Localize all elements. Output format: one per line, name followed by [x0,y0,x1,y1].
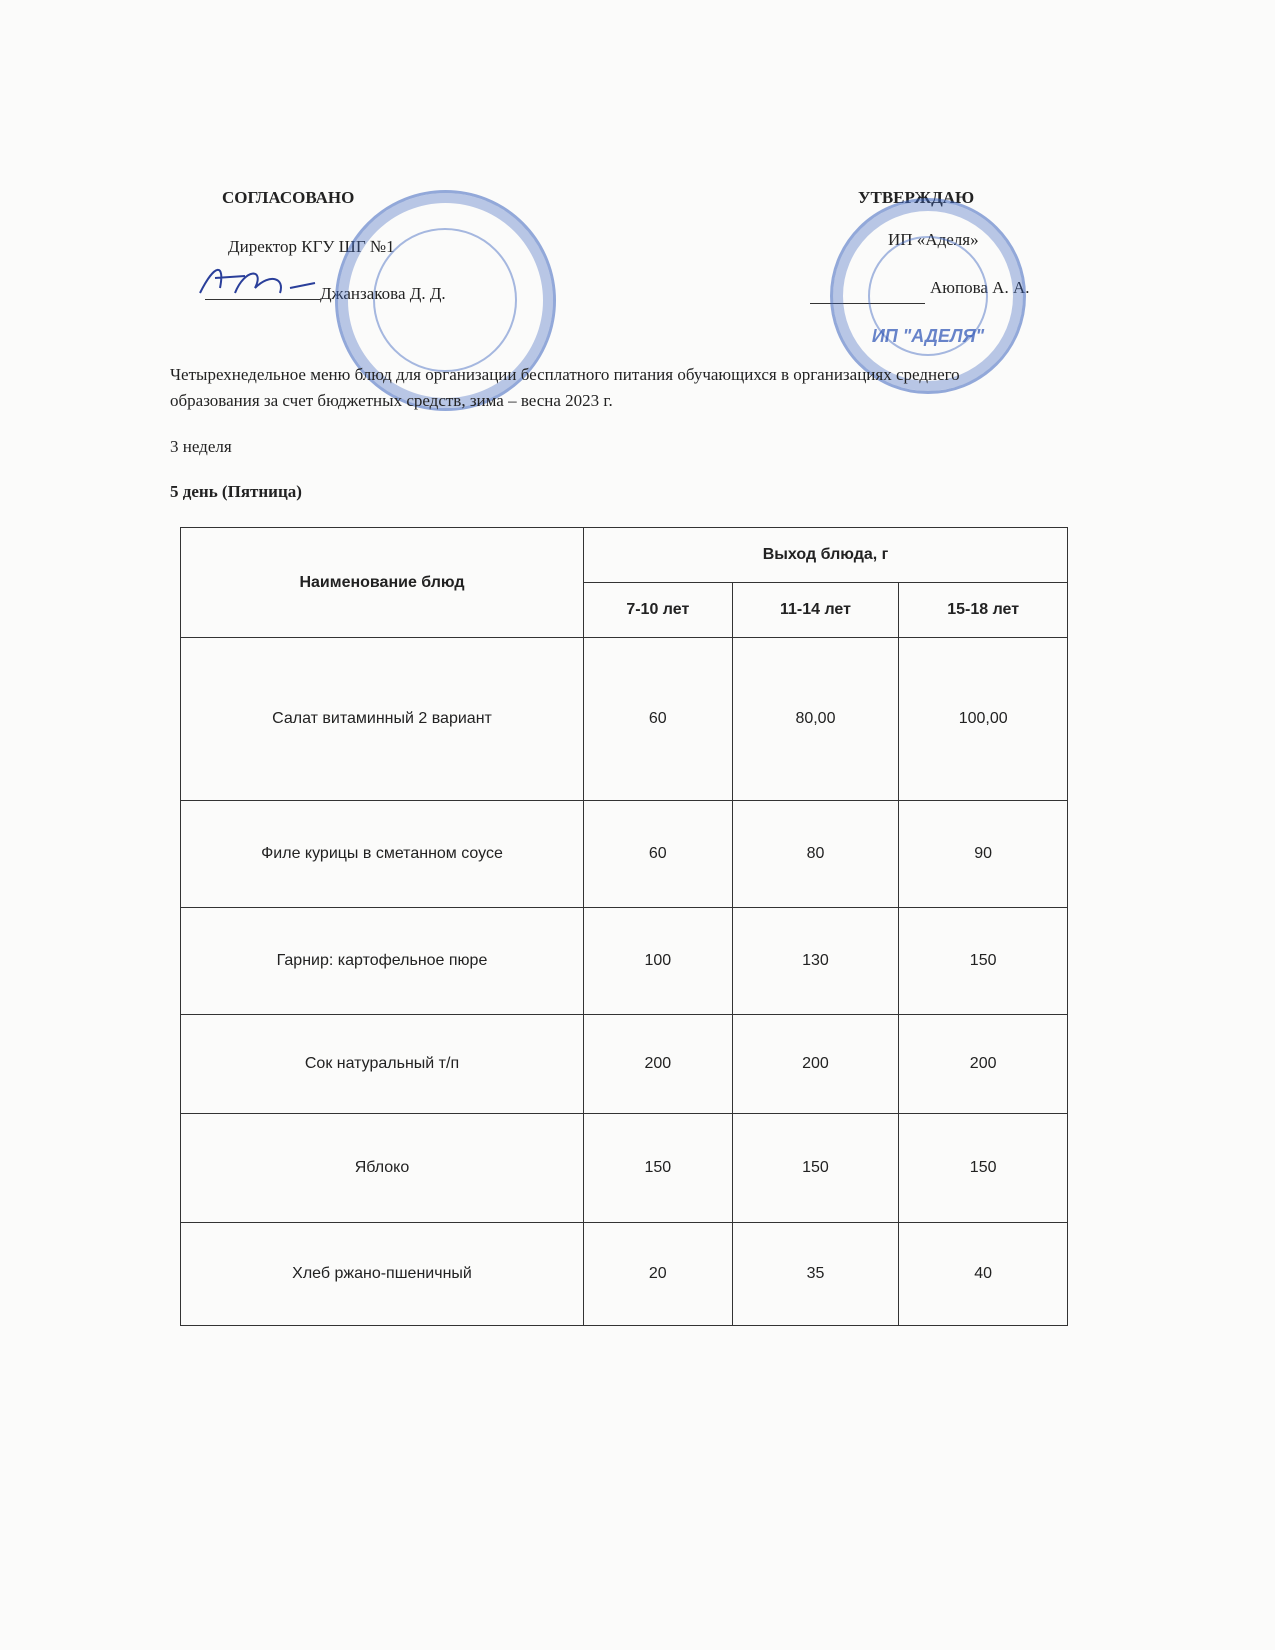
dish-output: 40 [899,1223,1068,1326]
signature [195,258,320,303]
menu-table [180,527,1068,1326]
agreed-name: Джанзакова Д. Д. [320,284,446,303]
dish-output: 150 [899,1114,1068,1223]
table-row [181,1223,1068,1326]
dish-output: 200 [899,1015,1068,1114]
approved-position: ИП «Аделя» [888,230,979,249]
title-line-2: образования за счет бюджетных средств, зима – весна 2023 г. [170,391,613,410]
dish-output: 90 [899,801,1068,908]
age-header: 15-18 лет [899,583,1068,638]
table-row [181,1114,1068,1223]
dish-output: 150 [732,1114,899,1223]
age-header: 11-14 лет [732,583,899,638]
day-label: 5 день (Пятница) [170,482,302,501]
dish-name: Сок натуральный т/п [181,1015,584,1114]
dish-output: 150 [899,908,1068,1015]
title-line-1: Четырехнедельное меню блюд для организации бесплатного питания обучающихся в организациях среднего [170,365,960,384]
agreed-position: Директор КГУ ШГ №1 [228,237,395,256]
table-row [181,1015,1068,1114]
agreed-heading: СОГЛАСОВАНО [222,188,355,207]
col-name-header: Наименование блюд [181,528,584,638]
dish-output: 100,00 [899,638,1068,801]
approved-name: Аюпова А. А. [930,278,1030,297]
dish-output: 20 [584,1223,733,1326]
dish-name: Салат витаминный 2 вариант [181,638,584,801]
dish-output: 35 [732,1223,899,1326]
dish-output: 200 [732,1015,899,1114]
dish-output: 150 [584,1114,733,1223]
dish-output: 200 [584,1015,733,1114]
age-header: 7-10 лет [584,583,733,638]
dish-output: 60 [584,638,733,801]
dish-name: Филе курицы в сметанном соусе [181,801,584,908]
table-row [181,801,1068,908]
dish-name: Гарнир: картофельное пюре [181,908,584,1015]
dish-name: Яблоко [181,1114,584,1223]
dish-output: 60 [584,801,733,908]
approved-heading: УТВЕРЖДАЮ [858,188,975,207]
dish-output: 130 [732,908,899,1015]
company-stamp-text: ИП "АДЕЛЯ" [871,326,985,347]
table-row [181,908,1068,1015]
dish-output: 80,00 [732,638,899,801]
col-output-header: Выход блюда, г [584,528,1068,583]
table-row [181,638,1068,801]
dish-output: 100 [584,908,733,1015]
dish-output: 80 [732,801,899,908]
dish-name: Хлеб ржано-пшеничный [181,1223,584,1326]
week-label: 3 неделя [170,437,232,456]
